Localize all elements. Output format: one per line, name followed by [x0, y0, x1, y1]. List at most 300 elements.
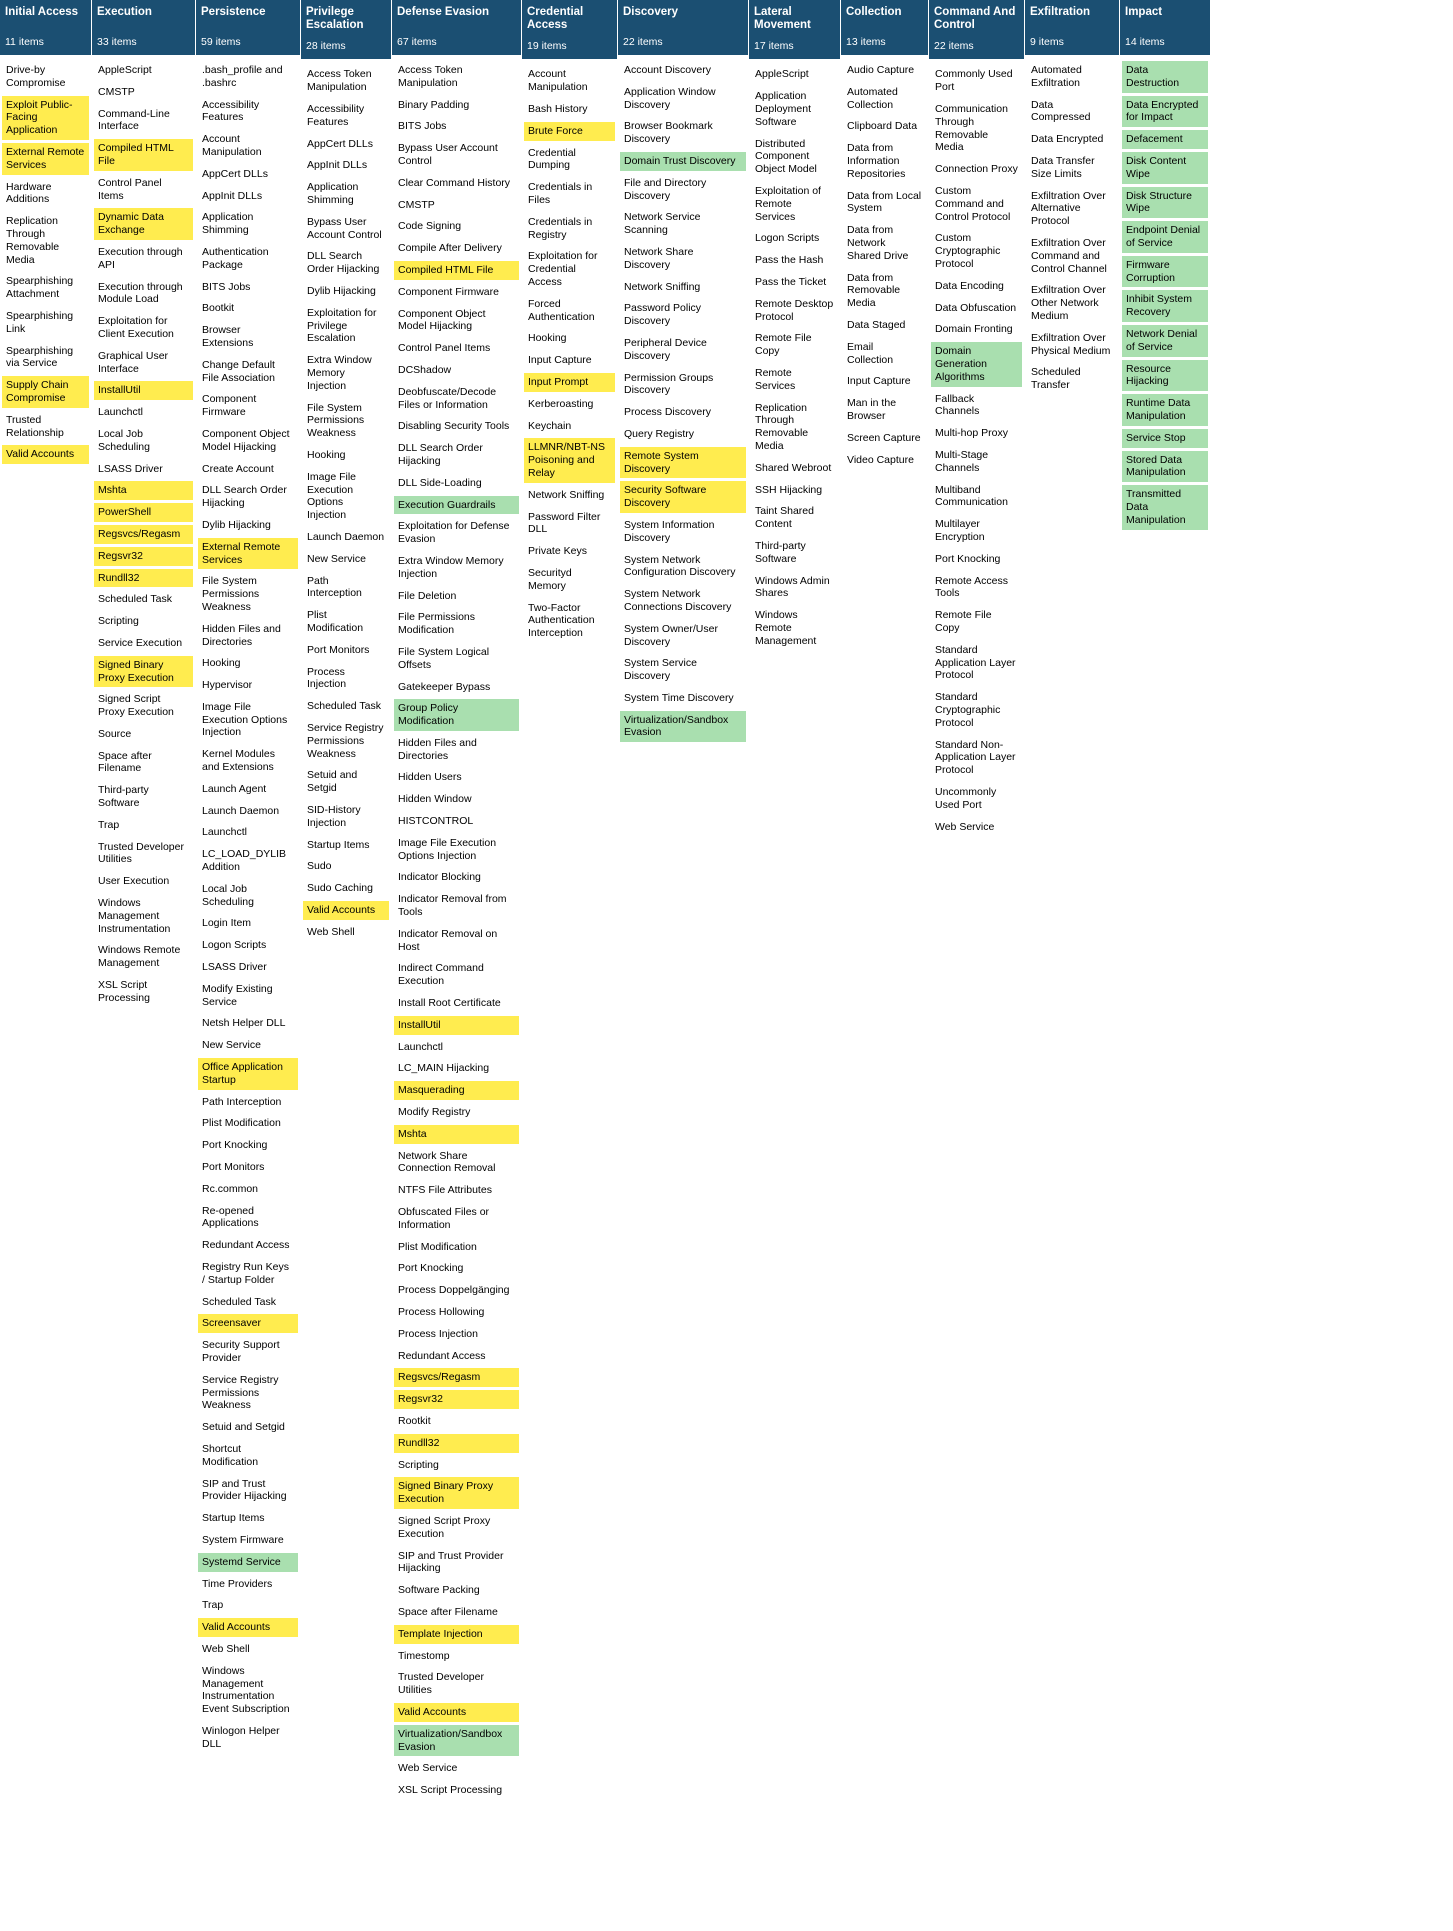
technique-cell[interactable]: Disabling Security Tools	[398, 420, 510, 433]
technique-cell[interactable]: Transmitted Data Manipulation	[1122, 485, 1208, 529]
technique-cell[interactable]: Remote Services	[755, 366, 796, 392]
technique-cell[interactable]: LC_LOAD_DYLIB Addition	[202, 848, 287, 874]
technique-cell[interactable]: LSASS Driver	[98, 462, 163, 475]
technique-cell[interactable]: .bash_profile and .bashrc	[202, 64, 283, 89]
technique-cell[interactable]: InstallUtil	[394, 1016, 519, 1035]
technique-cell[interactable]: SIP and Trust Provider Hijacking	[202, 1477, 287, 1503]
technique-cell[interactable]: Windows Remote Management	[755, 609, 817, 647]
technique-cell[interactable]: Brute Force	[524, 122, 615, 141]
technique-cell[interactable]: Disk Content Wipe	[1122, 152, 1208, 184]
technique-cell[interactable]: System Owner/User Discovery	[624, 622, 718, 648]
technique-cell[interactable]: Port Knocking	[398, 1262, 464, 1275]
technique-cell[interactable]: Setuid and Setgid	[202, 1421, 285, 1434]
technique-cell[interactable]: Binary Padding	[398, 98, 470, 111]
technique-cell[interactable]: Credentials in Files	[528, 181, 593, 207]
technique-cell[interactable]: Valid Accounts	[2, 445, 89, 464]
technique-cell[interactable]: Web Shell	[202, 1642, 250, 1655]
technique-cell[interactable]: File Deletion	[398, 589, 457, 602]
technique-cell[interactable]: Data Transfer Size Limits	[1031, 154, 1095, 180]
technique-cell[interactable]: Data Encoding	[935, 279, 1004, 292]
technique-cell[interactable]: Dynamic Data Exchange	[94, 208, 193, 240]
technique-cell[interactable]: Hidden Files and Directories	[202, 622, 281, 648]
technique-cell[interactable]: Third-party Software	[755, 539, 806, 565]
technique-cell[interactable]: Hidden Files and Directories	[398, 736, 477, 762]
technique-cell[interactable]: Access Token Manipulation	[307, 68, 372, 94]
technique-cell[interactable]: Hidden Users	[398, 771, 462, 784]
technique-cell[interactable]: Source	[98, 727, 132, 740]
technique-cell[interactable]: Software Packing	[398, 1584, 480, 1597]
technique-cell[interactable]: Data from Removable Media	[847, 271, 901, 310]
technique-cell[interactable]: Scripting	[398, 1458, 439, 1471]
technique-cell[interactable]: File System Permissions Weakness	[307, 401, 365, 440]
technique-cell[interactable]: Login Item	[202, 917, 252, 930]
technique-cell[interactable]: Trap	[202, 1599, 224, 1612]
technique-cell[interactable]: Kerberoasting	[528, 397, 594, 410]
technique-cell[interactable]: Web Service	[935, 820, 995, 833]
technique-cell[interactable]: Modify Registry	[398, 1106, 471, 1119]
technique-cell[interactable]: Password Policy Discovery	[624, 302, 702, 328]
technique-cell[interactable]: Winlogon Helper DLL	[202, 1724, 280, 1750]
technique-cell[interactable]: Process Doppelgänging	[398, 1284, 510, 1297]
technique-cell[interactable]: User Execution	[98, 875, 170, 888]
technique-cell[interactable]: SSH Hijacking	[755, 483, 823, 496]
technique-cell[interactable]: Re-opened Applications	[202, 1204, 259, 1230]
technique-cell[interactable]: Modify Existing Service	[202, 982, 273, 1008]
technique-cell[interactable]: Code Signing	[398, 220, 462, 233]
technique-cell[interactable]: Custom Cryptographic Protocol	[935, 232, 1001, 270]
technique-cell[interactable]: Accessibility Features	[202, 98, 260, 124]
technique-cell[interactable]: Data Encrypted	[1031, 133, 1104, 146]
technique-cell[interactable]: Stored Data Manipulation	[1122, 451, 1208, 483]
technique-cell[interactable]: Remote Access Tools	[935, 574, 1008, 600]
technique-cell[interactable]: Firmware Corruption	[1122, 256, 1208, 288]
technique-cell[interactable]: Bypass User Account Control	[398, 142, 498, 167]
technique-cell[interactable]: Distributed Component Object Model	[755, 137, 817, 176]
technique-cell[interactable]: Credentials in Registry	[528, 215, 593, 241]
technique-cell[interactable]: Office Application Startup	[198, 1058, 298, 1090]
technique-cell[interactable]: Exploit Public-Facing Application	[2, 96, 89, 140]
technique-cell[interactable]: Multiband Communication	[935, 483, 1008, 509]
tactic-column-header[interactable]: Credential Access	[522, 0, 617, 38]
technique-cell[interactable]: Launch Agent	[202, 782, 267, 795]
technique-cell[interactable]: Regsvcs/Regasm	[394, 1368, 519, 1387]
technique-cell[interactable]: Shortcut Modification	[202, 1442, 259, 1468]
technique-cell[interactable]: Exfiltration Over Alternative Protocol	[1031, 189, 1106, 228]
technique-cell[interactable]: Change Default File Association	[202, 358, 275, 384]
technique-cell[interactable]: Runtime Data Manipulation	[1122, 394, 1208, 426]
technique-cell[interactable]: Port Monitors	[307, 643, 370, 656]
technique-cell[interactable]: DLL Search Order Hijacking	[202, 484, 287, 510]
technique-cell[interactable]: Valid Accounts	[303, 901, 389, 920]
technique-cell[interactable]: Standard Cryptographic Protocol	[935, 691, 1001, 729]
technique-cell[interactable]: Account Manipulation	[202, 133, 262, 158]
technique-cell[interactable]: Scheduled Task	[202, 1295, 276, 1308]
technique-cell[interactable]: Component Object Model Hijacking	[202, 427, 290, 453]
technique-cell[interactable]: Control Panel Items	[98, 176, 162, 202]
technique-cell[interactable]: Install Root Certificate	[398, 997, 501, 1010]
technique-cell[interactable]: Image File Execution Options Injection	[398, 836, 497, 862]
technique-cell[interactable]: AppCert DLLs	[202, 167, 268, 180]
technique-cell[interactable]: Trusted Developer Utilities	[398, 1671, 484, 1697]
technique-cell[interactable]: Replication Through Removable Media	[755, 401, 809, 452]
technique-cell[interactable]: Setuid and Setgid	[307, 769, 358, 795]
technique-cell[interactable]: Rundll32	[394, 1434, 519, 1453]
technique-cell[interactable]: File Permissions Modification	[398, 611, 476, 637]
tactic-column-header[interactable]: Initial Access	[0, 0, 91, 34]
technique-cell[interactable]: Create Account	[202, 462, 274, 475]
tactic-column-header[interactable]: Lateral Movement	[749, 0, 840, 38]
technique-cell[interactable]: File and Directory Discovery	[624, 176, 707, 202]
technique-cell[interactable]: Data from Local System	[847, 189, 922, 215]
technique-cell[interactable]: Connection Proxy	[935, 163, 1018, 176]
technique-cell[interactable]: CMSTP	[398, 198, 435, 211]
technique-cell[interactable]: Domain Generation Algorithms	[931, 342, 1022, 386]
technique-cell[interactable]: Compiled HTML File	[394, 261, 519, 280]
technique-cell[interactable]: Uncommonly Used Port	[935, 785, 997, 811]
technique-cell[interactable]: Scheduled Transfer	[1031, 366, 1081, 392]
technique-cell[interactable]: Mshta	[94, 481, 193, 500]
technique-cell[interactable]: LC_MAIN Hijacking	[398, 1062, 490, 1075]
technique-cell[interactable]: Application Shimming	[307, 181, 359, 207]
technique-cell[interactable]: Virtualization/Sandbox Evasion	[394, 1725, 519, 1757]
tactic-column-header[interactable]: Defense Evasion	[392, 0, 521, 34]
technique-cell[interactable]: Launch Daemon	[202, 804, 280, 817]
technique-cell[interactable]: Hardware Additions	[6, 180, 52, 206]
technique-cell[interactable]: Data Compressed	[1031, 98, 1091, 124]
technique-cell[interactable]: Sudo Caching	[307, 882, 373, 895]
technique-cell[interactable]: Network Sniffing	[528, 488, 605, 501]
technique-cell[interactable]: Fallback Channels	[935, 392, 980, 418]
technique-cell[interactable]: Regsvcs/Regasm	[94, 525, 193, 544]
technique-cell[interactable]: Exfiltration Over Command and Control Channel	[1031, 236, 1107, 275]
technique-cell[interactable]: Service Registry Permissions Weakness	[202, 1373, 279, 1412]
technique-cell[interactable]: AppleScript	[755, 68, 809, 81]
technique-cell[interactable]: Time Providers	[202, 1577, 273, 1590]
technique-cell[interactable]: Startup Items	[307, 838, 370, 851]
technique-cell[interactable]: Service Registry Permissions Weakness	[307, 721, 384, 760]
technique-cell[interactable]: Sudo	[307, 860, 332, 873]
technique-cell[interactable]: New Service	[307, 552, 366, 565]
technique-cell[interactable]: Execution through Module Load	[98, 280, 183, 306]
technique-cell[interactable]: Rc.common	[202, 1182, 259, 1195]
technique-cell[interactable]: Exploitation for Credential Access	[528, 250, 598, 288]
technique-cell[interactable]: Credential Dumping	[528, 146, 576, 172]
technique-cell[interactable]: Account Manipulation	[528, 68, 588, 94]
technique-cell[interactable]: SID-History Injection	[307, 803, 361, 829]
technique-cell[interactable]: AppCert DLLs	[307, 137, 373, 150]
technique-cell[interactable]: Replication Through Removable Media	[6, 215, 60, 266]
technique-cell[interactable]: Redundant Access	[202, 1239, 290, 1252]
technique-cell[interactable]: Valid Accounts	[198, 1618, 298, 1637]
technique-cell[interactable]: AppInit DLLs	[307, 159, 368, 172]
technique-cell[interactable]: Graphical User Interface	[98, 349, 169, 375]
technique-cell[interactable]: Scheduled Task	[98, 593, 172, 606]
technique-cell[interactable]: Process Discovery	[624, 406, 711, 419]
technique-cell[interactable]: Valid Accounts	[394, 1703, 519, 1722]
technique-cell[interactable]: Account Discovery	[624, 64, 711, 76]
technique-cell[interactable]: Multilayer Encryption	[935, 518, 985, 543]
technique-cell[interactable]: Private Keys	[528, 545, 587, 558]
technique-cell[interactable]: Exploitation of Remote Services	[755, 185, 821, 223]
technique-cell[interactable]: Process Injection	[398, 1327, 478, 1340]
technique-cell[interactable]: Component Firmware	[398, 285, 499, 298]
technique-cell[interactable]: Exfiltration Over Other Network Medium	[1031, 284, 1106, 322]
technique-cell[interactable]: Masquerading	[394, 1081, 519, 1100]
technique-cell[interactable]: Spearphishing Attachment	[6, 275, 74, 301]
technique-cell[interactable]: Process Hollowing	[398, 1306, 485, 1318]
technique-cell[interactable]: Control Panel Items	[398, 342, 491, 355]
technique-cell[interactable]: Gatekeeper Bypass	[398, 680, 491, 693]
technique-cell[interactable]: Authentication Package	[202, 245, 269, 271]
technique-cell[interactable]: Multi-Stage Channels	[935, 448, 989, 474]
technique-cell[interactable]: Security Software Discovery	[620, 481, 746, 513]
technique-cell[interactable]: Virtualization/Sandbox Evasion	[620, 711, 746, 743]
technique-cell[interactable]: Execution Guardrails	[394, 496, 519, 515]
technique-cell[interactable]: Windows Remote Management	[98, 944, 181, 970]
technique-cell[interactable]: Automated Exfiltration	[1031, 64, 1082, 89]
technique-cell[interactable]: AppleScript	[98, 64, 152, 76]
technique-cell[interactable]: Trusted Developer Utilities	[98, 840, 184, 866]
technique-cell[interactable]: Plist Modification	[202, 1117, 281, 1130]
technique-cell[interactable]: Startup Items	[202, 1512, 265, 1525]
technique-cell[interactable]: Supply Chain Compromise	[2, 376, 89, 408]
technique-cell[interactable]: Drive-by Compromise	[6, 64, 66, 89]
technique-cell[interactable]: Trusted Relationship	[6, 413, 64, 439]
technique-cell[interactable]: Launchctl	[398, 1040, 443, 1053]
technique-cell[interactable]: Email Collection	[847, 340, 894, 366]
technique-cell[interactable]: Windows Admin Shares	[755, 574, 830, 600]
technique-cell[interactable]: Logon Scripts	[755, 232, 820, 245]
technique-cell[interactable]: Hooking	[528, 332, 567, 345]
technique-cell[interactable]: Hidden Window	[398, 793, 472, 806]
technique-cell[interactable]: Launchctl	[98, 406, 143, 419]
tactic-column-header[interactable]: Privilege Escalation	[301, 0, 391, 38]
technique-cell[interactable]: Timestomp	[398, 1649, 450, 1662]
technique-cell[interactable]: Clipboard Data	[847, 120, 918, 133]
technique-cell[interactable]: External Remote Services	[198, 538, 298, 570]
technique-cell[interactable]: Password Filter DLL	[528, 510, 601, 536]
technique-cell[interactable]: Endpoint Denial of Service	[1122, 221, 1208, 253]
technique-cell[interactable]: Port Knocking	[935, 552, 1001, 565]
technique-cell[interactable]: Service Stop	[1122, 429, 1208, 448]
technique-cell[interactable]: Remote System Discovery	[620, 447, 746, 479]
technique-cell[interactable]: Data Obfuscation	[935, 301, 1017, 314]
technique-cell[interactable]: Indicator Removal from Tools	[398, 893, 507, 919]
technique-cell[interactable]: File System Logical Offsets	[398, 645, 490, 671]
technique-cell[interactable]: Video Capture	[847, 453, 914, 466]
tactic-column-header[interactable]: Command And Control	[929, 0, 1024, 38]
technique-cell[interactable]: Compile After Delivery	[398, 242, 502, 255]
technique-cell[interactable]: Data Staged	[847, 318, 906, 331]
technique-cell[interactable]: Logon Scripts	[202, 939, 267, 952]
technique-cell[interactable]: Extra Window Memory Injection	[398, 554, 504, 580]
tactic-column-header[interactable]: Impact	[1120, 0, 1210, 34]
technique-cell[interactable]: Shared Webroot	[755, 461, 832, 474]
technique-cell[interactable]: System Network Connections Discovery	[624, 588, 732, 613]
technique-cell[interactable]: Regsvr32	[94, 547, 193, 566]
technique-cell[interactable]: Audio Capture	[847, 64, 915, 76]
technique-cell[interactable]: Service Execution	[98, 636, 183, 649]
technique-cell[interactable]: Group Policy Modification	[394, 699, 519, 731]
technique-cell[interactable]: Web Service	[398, 1762, 458, 1775]
technique-cell[interactable]: Domain Fronting	[935, 323, 1013, 336]
technique-cell[interactable]: Netsh Helper DLL	[202, 1017, 286, 1030]
technique-cell[interactable]: Rundll32	[94, 569, 193, 588]
technique-cell[interactable]: LSASS Driver	[202, 961, 267, 974]
technique-cell[interactable]: Mshta	[394, 1125, 519, 1144]
technique-cell[interactable]: DLL Search Order Hijacking	[307, 250, 380, 276]
technique-cell[interactable]: Hooking	[202, 657, 241, 670]
technique-cell[interactable]: Domain Trust Discovery	[620, 152, 746, 171]
technique-cell[interactable]: DCShadow	[398, 363, 452, 376]
technique-cell[interactable]: InstallUtil	[94, 381, 193, 400]
technique-cell[interactable]: Kernel Modules and Extensions	[202, 748, 275, 774]
technique-cell[interactable]: Disk Structure Wipe	[1122, 187, 1208, 219]
technique-cell[interactable]: Signed Script Proxy Execution	[98, 693, 174, 719]
technique-cell[interactable]: Registry Run Keys / Startup Folder	[202, 1261, 289, 1286]
technique-cell[interactable]: Man in the Browser	[847, 397, 897, 422]
technique-cell[interactable]: Component Firmware	[202, 393, 257, 419]
technique-cell[interactable]: Signed Binary Proxy Execution	[94, 656, 193, 688]
technique-cell[interactable]: Exfiltration Over Physical Medium	[1031, 331, 1111, 357]
technique-cell[interactable]: File System Permissions Weakness	[202, 575, 260, 613]
technique-cell[interactable]: Application Window Discovery	[624, 85, 716, 111]
technique-cell[interactable]: Defacement	[1122, 130, 1208, 149]
technique-cell[interactable]: Remote File Copy	[935, 609, 992, 634]
technique-cell[interactable]: Web Shell	[307, 925, 355, 938]
technique-cell[interactable]: Command-Line Interface	[98, 107, 170, 133]
technique-cell[interactable]: DLL Side-Loading	[398, 476, 482, 489]
technique-cell[interactable]: Input Capture	[528, 354, 592, 367]
technique-cell[interactable]: Network Share Connection Removal	[398, 1149, 496, 1175]
technique-cell[interactable]: Windows Management Instrumentation	[98, 897, 171, 935]
technique-cell[interactable]: Indicator Removal on Host	[398, 927, 498, 953]
technique-cell[interactable]: Screen Capture	[847, 431, 921, 444]
technique-cell[interactable]: Obfuscated Files or Information	[398, 1206, 490, 1231]
technique-cell[interactable]: Application Deployment Software	[755, 90, 812, 128]
technique-cell[interactable]: System Network Configuration Discovery	[624, 553, 736, 579]
tactic-column-header[interactable]: Execution	[92, 0, 195, 34]
technique-cell[interactable]: Hypervisor	[202, 679, 253, 692]
technique-cell[interactable]: Taint Shared Content	[755, 505, 814, 531]
technique-cell[interactable]: Extra Window Memory Injection	[307, 354, 372, 392]
technique-cell[interactable]: Space after Filename	[98, 749, 152, 775]
technique-cell[interactable]: Network Share Discovery	[624, 245, 694, 271]
technique-cell[interactable]: Security Support Provider	[202, 1339, 280, 1364]
technique-cell[interactable]: Plist Modification	[307, 609, 364, 634]
technique-cell[interactable]: XSL Script Processing	[98, 979, 150, 1004]
technique-cell[interactable]: CMSTP	[98, 85, 135, 98]
technique-cell[interactable]: Hooking	[307, 448, 346, 461]
technique-cell[interactable]: Network Sniffing	[624, 280, 701, 293]
technique-cell[interactable]: Resource Hijacking	[1122, 360, 1208, 392]
technique-cell[interactable]: Path Interception	[307, 574, 362, 600]
technique-cell[interactable]: Bash History	[528, 103, 588, 116]
tactic-column-header[interactable]: Collection	[841, 0, 928, 34]
technique-cell[interactable]: Standard Non-Application Layer Protocol	[935, 738, 1016, 777]
technique-cell[interactable]: Redundant Access	[398, 1349, 486, 1362]
technique-cell[interactable]: Local Job Scheduling	[202, 882, 254, 908]
technique-cell[interactable]: Port Knocking	[202, 1139, 268, 1152]
technique-cell[interactable]: Local Job Scheduling	[98, 427, 150, 453]
tactic-column-header[interactable]: Discovery	[618, 0, 748, 34]
tactic-column-header[interactable]: Persistence	[196, 0, 300, 34]
technique-cell[interactable]: Image File Execution Options Injection	[307, 470, 357, 522]
technique-cell[interactable]: Network Service Scanning	[624, 211, 701, 237]
technique-cell[interactable]: Dylib Hijacking	[202, 518, 271, 531]
technique-cell[interactable]: Access Token Manipulation	[398, 64, 463, 89]
technique-cell[interactable]: Template Injection	[394, 1625, 519, 1644]
technique-cell[interactable]: Peripheral Device Discovery	[624, 336, 707, 362]
technique-cell[interactable]: Path Interception	[202, 1095, 282, 1108]
technique-cell[interactable]: Bootkit	[202, 302, 235, 315]
technique-cell[interactable]: Spearphishing via Service	[6, 344, 74, 370]
technique-cell[interactable]: Data from Network Shared Drive	[847, 224, 909, 262]
technique-cell[interactable]: New Service	[202, 1039, 261, 1052]
technique-cell[interactable]: Windows Management Instrumentation Event Subscription	[202, 1664, 290, 1716]
technique-cell[interactable]: Trap	[98, 818, 120, 831]
technique-cell[interactable]: Exploitation for Privilege Escalation	[307, 306, 377, 345]
technique-cell[interactable]: Space after Filename	[398, 1605, 498, 1618]
technique-cell[interactable]: Application Shimming	[202, 211, 254, 237]
technique-cell[interactable]: Image File Execution Options Injection	[202, 700, 288, 739]
technique-cell[interactable]: Pass the Ticket	[755, 276, 827, 288]
technique-cell[interactable]: Remote File Copy	[755, 332, 812, 358]
technique-cell[interactable]: Scheduled Task	[307, 700, 381, 713]
technique-cell[interactable]: Indirect Command Execution	[398, 962, 484, 988]
technique-cell[interactable]: Remote Desktop Protocol	[755, 297, 834, 323]
technique-cell[interactable]: AppInit DLLs	[202, 189, 263, 202]
technique-cell[interactable]: Multi-hop Proxy	[935, 427, 1008, 440]
technique-cell[interactable]: System Firmware	[202, 1533, 284, 1546]
technique-cell[interactable]: System Information Discovery	[624, 518, 715, 544]
technique-cell[interactable]: PowerShell	[94, 503, 193, 522]
technique-cell[interactable]: Screensaver	[198, 1314, 298, 1333]
technique-cell[interactable]: Communication Through Removable Media	[935, 103, 1008, 154]
technique-cell[interactable]: DLL Search Order Hijacking	[398, 442, 483, 467]
technique-cell[interactable]: Securityd Memory	[528, 566, 572, 592]
technique-cell[interactable]: LLMNR/NBT-NS Poisoning and Relay	[524, 438, 615, 482]
technique-cell[interactable]: Pass the Hash	[755, 254, 824, 267]
technique-cell[interactable]: Plist Modification	[398, 1240, 477, 1253]
technique-cell[interactable]: Launch Daemon	[307, 530, 385, 543]
technique-cell[interactable]: Commonly Used Port	[935, 68, 1013, 94]
technique-cell[interactable]: Exploitation for Client Execution	[98, 315, 174, 340]
technique-cell[interactable]: Data Destruction	[1122, 61, 1208, 93]
technique-cell[interactable]: Accessibility Features	[307, 103, 365, 128]
technique-cell[interactable]: Inhibit System Recovery	[1122, 290, 1208, 322]
technique-cell[interactable]: Bypass User Account Control	[307, 215, 382, 241]
technique-cell[interactable]: Signed Binary Proxy Execution	[394, 1477, 519, 1509]
technique-cell[interactable]: Spearphishing Link	[6, 309, 74, 335]
technique-cell[interactable]: Clear Command History	[398, 176, 511, 189]
tactic-column-header[interactable]: Exfiltration	[1025, 0, 1119, 34]
technique-cell[interactable]: System Service Discovery	[624, 657, 697, 683]
technique-cell[interactable]: Signed Script Proxy Execution	[398, 1514, 491, 1540]
technique-cell[interactable]: Input Prompt	[524, 373, 615, 392]
technique-cell[interactable]: Launchctl	[202, 826, 247, 839]
technique-cell[interactable]: Query Registry	[624, 427, 695, 440]
technique-cell[interactable]: Network Denial of Service	[1122, 325, 1208, 357]
technique-cell[interactable]: BITS Jobs	[398, 120, 447, 133]
technique-cell[interactable]: Rootkit	[398, 1414, 431, 1427]
technique-cell[interactable]: Component Object Model Hijacking	[398, 307, 486, 333]
technique-cell[interactable]: Automated Collection	[847, 85, 898, 111]
technique-cell[interactable]: Browser Extensions	[202, 324, 254, 349]
technique-cell[interactable]: Third-party Software	[98, 784, 149, 810]
technique-cell[interactable]: Data Encrypted for Impact	[1122, 96, 1208, 128]
technique-cell[interactable]: Deobfuscate/Decode Files or Information	[398, 385, 497, 411]
